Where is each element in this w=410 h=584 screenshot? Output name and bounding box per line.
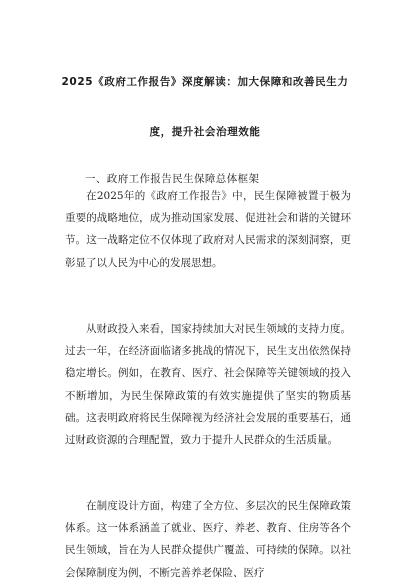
section-heading: 一、政府工作报告民生保障总体框架: [85, 173, 260, 185]
paragraph-2: 从财政投入来看，国家持续加大对民生领域的支持力度。过去一年，在经济面临诸多挑战的情况下，民生支出依然保持稳定增长。例如，在教育、医疗、社会保障等关键领域的投入不断增加，为民生保障政策的有效实施提供了坚实的物质基础。这表明政府将民生保障视为经济社会发展的重要基石，通过财政资源的合理配置，致力于提升人民群众的生活质量。: [65, 323, 351, 447]
document-title-line-1: 2025《政府工作报告》深度解读：加大保障和改善民生力: [61, 76, 349, 88]
paragraph-3: 在制度设计方面，构建了全方位、多层次的民生保障政策体系。这一体系涵盖了就业、医疗、养老、教育、住房等各个民生领域，旨在为人民群众提供广覆盖、可持续的保障。以社会保障制度为例，不断完善养老保险、医疗: [65, 500, 351, 579]
paragraph-1: 在2025年的《政府工作报告》中，民生保障被置于极为重要的战略地位，成为推动国家发展、促进社会和谐的关键环节。这一战略定位不仅体现了政府对人民需求的深刻洞察，更彰显了以人民为中心的发展思想。: [65, 190, 351, 269]
document-title-line-2: 度，提升社会治理效能: [149, 126, 261, 138]
